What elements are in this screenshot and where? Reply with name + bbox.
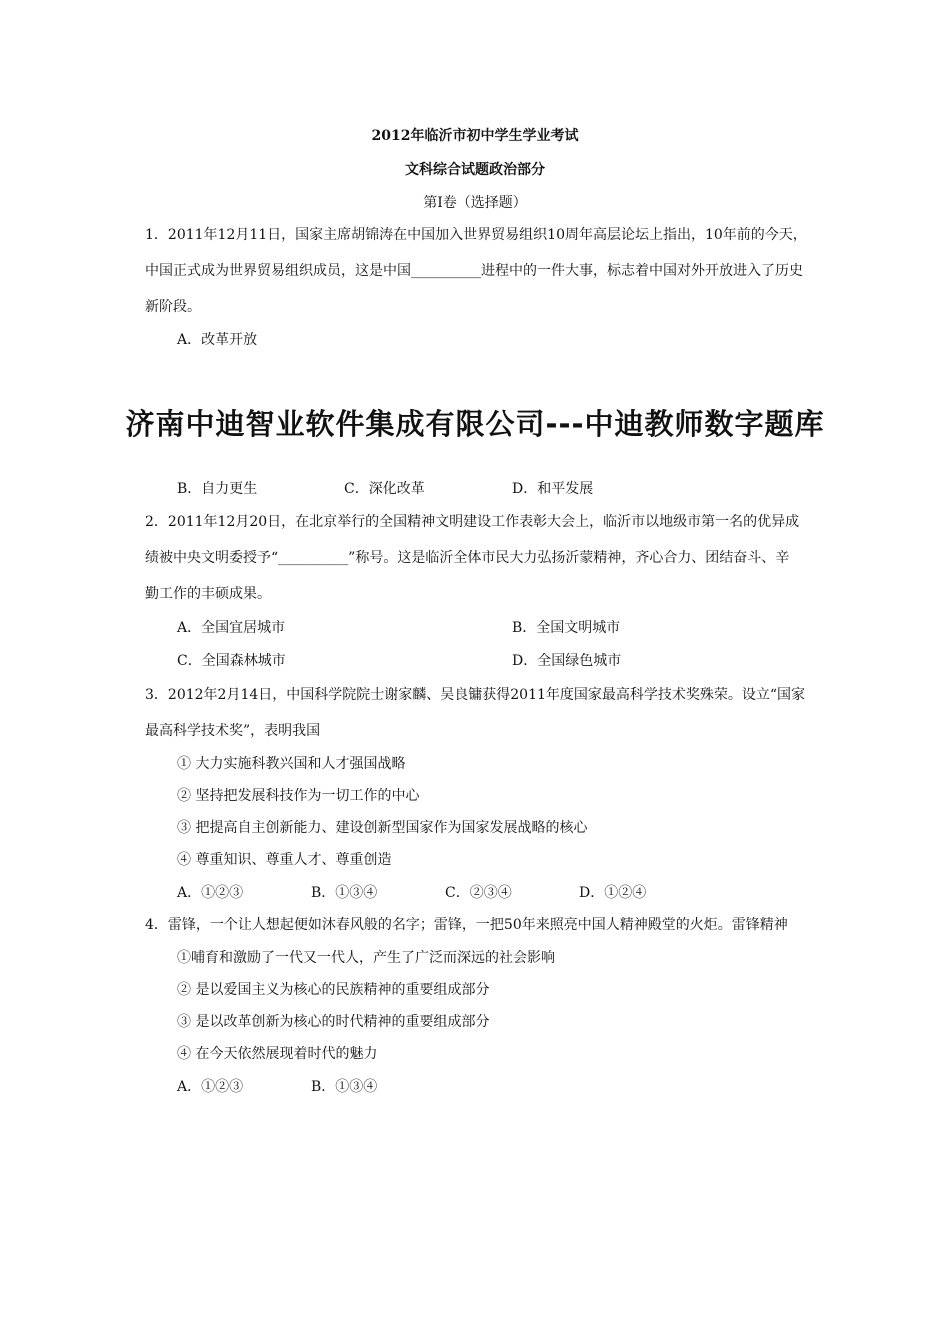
q3-option-c: C．②③④ — [445, 885, 512, 901]
exam-title: 2012年临沂市初中学生学业考试 — [371, 128, 579, 144]
watermark-banner: 济南中迪智业软件集成有限公司---中迪教师数字题库 — [125, 407, 825, 441]
q1-option-b: B．自力更生 — [177, 481, 258, 497]
q2-option-d: D．全国绿色城市 — [512, 653, 622, 669]
q2-line-1: 2．2011年12月20日，在北京举行的全国精神文明建设工作表彰大会上，临沂市以地级市第一名的优异成 — [145, 514, 800, 530]
section-heading: 第Ⅰ卷（选择题） — [423, 195, 527, 211]
q4-statement-3: ③ 是以改革创新为核心的时代精神的重要组成部分 — [177, 1014, 490, 1030]
q3-statement-1: ① 大力实施科教兴国和人才强国战略 — [177, 756, 406, 772]
q3-statement-2: ② 坚持把发展科技作为一切工作的中心 — [177, 788, 420, 804]
q2-option-a: A．全国宜居城市 — [177, 620, 286, 636]
q2-line-2: 绩被中央文明委授予“__________”称号。这是临沂全体市民大力弘扬沂蒙精神，齐心合力、团结奋斗、辛 — [145, 550, 790, 566]
exam-subtitle: 文科综合试题政治部分 — [405, 162, 545, 178]
q4-statement-4: ④ 在今天依然展现着时代的魅力 — [177, 1046, 378, 1062]
q1-option-c: C．深化改革 — [344, 481, 425, 497]
q2-line-3: 勤工作的丰硕成果。 — [145, 586, 271, 602]
q4-statement-1: ①哺育和激励了一代又一代人，产生了广泛而深远的社会影响 — [177, 950, 555, 966]
q4-statement-2: ② 是以爱国主义为核心的民族精神的重要组成部分 — [177, 982, 490, 998]
q1-line-3: 新阶段。 — [145, 299, 201, 315]
q1-option-a: A．改革开放 — [177, 332, 258, 348]
q3-statement-4: ④ 尊重知识、尊重人才、尊重创造 — [177, 852, 392, 868]
q3-line-2: 最高科学技术奖”，表明我国 — [145, 723, 321, 739]
q4-line-1: 4．雷锋，一个让人想起便如沐春风般的名字；雷锋，一把50年来照亮中国人精神殿堂的火炬。雷锋精神 — [145, 917, 788, 933]
q1-line-1: 1．2011年12月11日，国家主席胡锦涛在中国加入世界贸易组织10周年高层论坛上指出，10年前的今天， — [145, 227, 807, 243]
q3-statement-3: ③ 把提高自主创新能力、建设创新型国家作为国家发展战略的核心 — [177, 820, 588, 836]
q2-option-b: B．全国文明城市 — [512, 620, 621, 636]
q4-option-a: A．①②③ — [177, 1079, 244, 1095]
q1-option-d: D．和平发展 — [512, 481, 594, 497]
q3-option-a: A．①②③ — [177, 885, 244, 901]
q1-line-2: 中国正式成为世界贸易组织成员，这是中国__________进程中的一件大事，标志着中国对外开放进入了历史 — [145, 263, 803, 279]
q4-option-b: B．①③④ — [311, 1079, 378, 1095]
q2-option-c: C．全国森林城市 — [177, 653, 286, 669]
q3-option-b: B．①③④ — [311, 885, 378, 901]
q3-option-d: D．①②④ — [579, 885, 647, 901]
q3-line-1: 3．2012年2月14日，中国科学院院士谢家麟、吴良镛获得2011年度国家最高科学技术奖殊荣。设立“国家 — [145, 687, 806, 703]
